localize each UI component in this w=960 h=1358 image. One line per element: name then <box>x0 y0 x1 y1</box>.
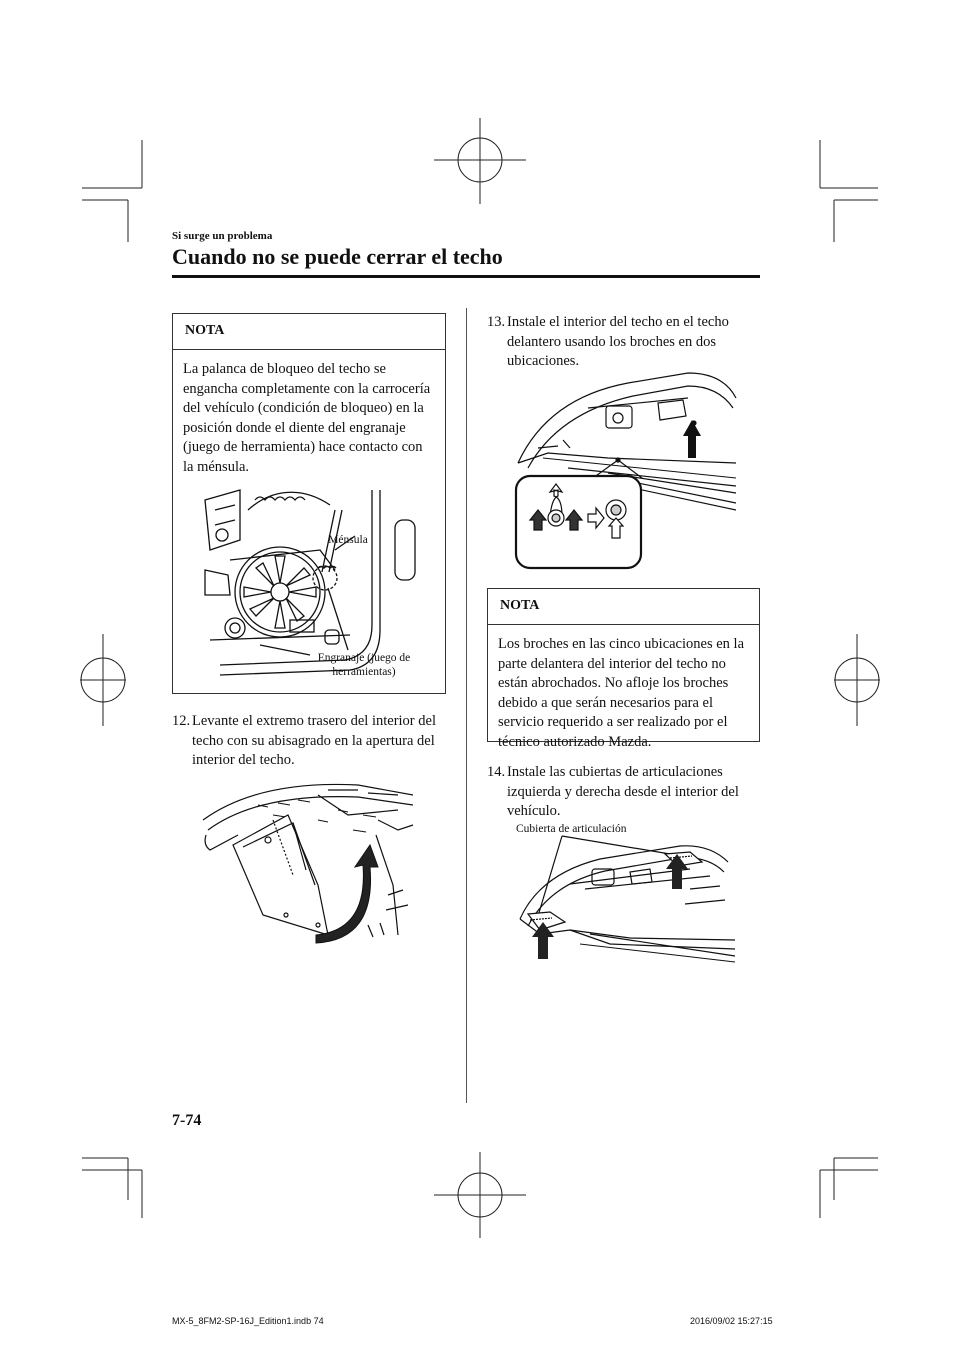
step-text: Instale el interior del techo en el techo delantero usando los broches en dos ubicaciones. <box>507 314 729 369</box>
headliner-lift-illustration <box>198 775 420 945</box>
step-text: Instale las cubiertas de articulaciones izquierda y derecha desde el interior del vehículo. <box>507 764 739 819</box>
note-heading: NOTA <box>173 314 445 350</box>
hinge-cover-illustration <box>510 834 735 962</box>
footer-timestamp: 2016/09/02 15:27:15 <box>690 1316 773 1326</box>
note-heading: NOTA <box>488 589 759 625</box>
label-hinge-cover: Cubierta de articulación <box>516 823 627 835</box>
step-number: 14. <box>487 764 506 780</box>
step-number: 12. <box>172 713 191 729</box>
step-12 <box>172 712 452 771</box>
step-text: Levante el extremo trasero del interior del techo con su abisagrado en la apertura del interior del techo. <box>192 713 436 768</box>
page-title: Cuando no se puede cerrar el techo <box>172 244 503 269</box>
label-bracket: Ménsula <box>328 534 368 546</box>
section-label: Si surge un problema <box>172 230 273 242</box>
footer-file: MX-5_8FM2-SP-16J_Edition1.indb 74 <box>172 1316 324 1326</box>
column-divider <box>466 308 467 1103</box>
title-rule <box>172 275 760 278</box>
step-13 <box>487 313 767 372</box>
step-14 <box>487 763 767 822</box>
page-number: 7-74 <box>172 1112 202 1129</box>
note-box-clips <box>487 588 760 750</box>
label-gear: Engranaje (juego de herramientas) <box>317 652 411 678</box>
roof-clip-illustration <box>508 368 736 576</box>
note-text: Los broches en las cinco ubicaciones en la parte delantera del interior del techo no están abrochados. No afloje los broches debido a que serán necesarios para el servicio requerido a ser realizado por el técnico autorizado Mazda. <box>498 636 745 750</box>
note-text: La palanca de bloqueo del techo se engancha completamente con la carrocería del vehículo (condición de bloqueo) en la posición donde el diente del engranaje (juego de herramienta) hace contacto con la ménsula. <box>183 361 431 475</box>
step-number: 13. <box>487 314 506 330</box>
